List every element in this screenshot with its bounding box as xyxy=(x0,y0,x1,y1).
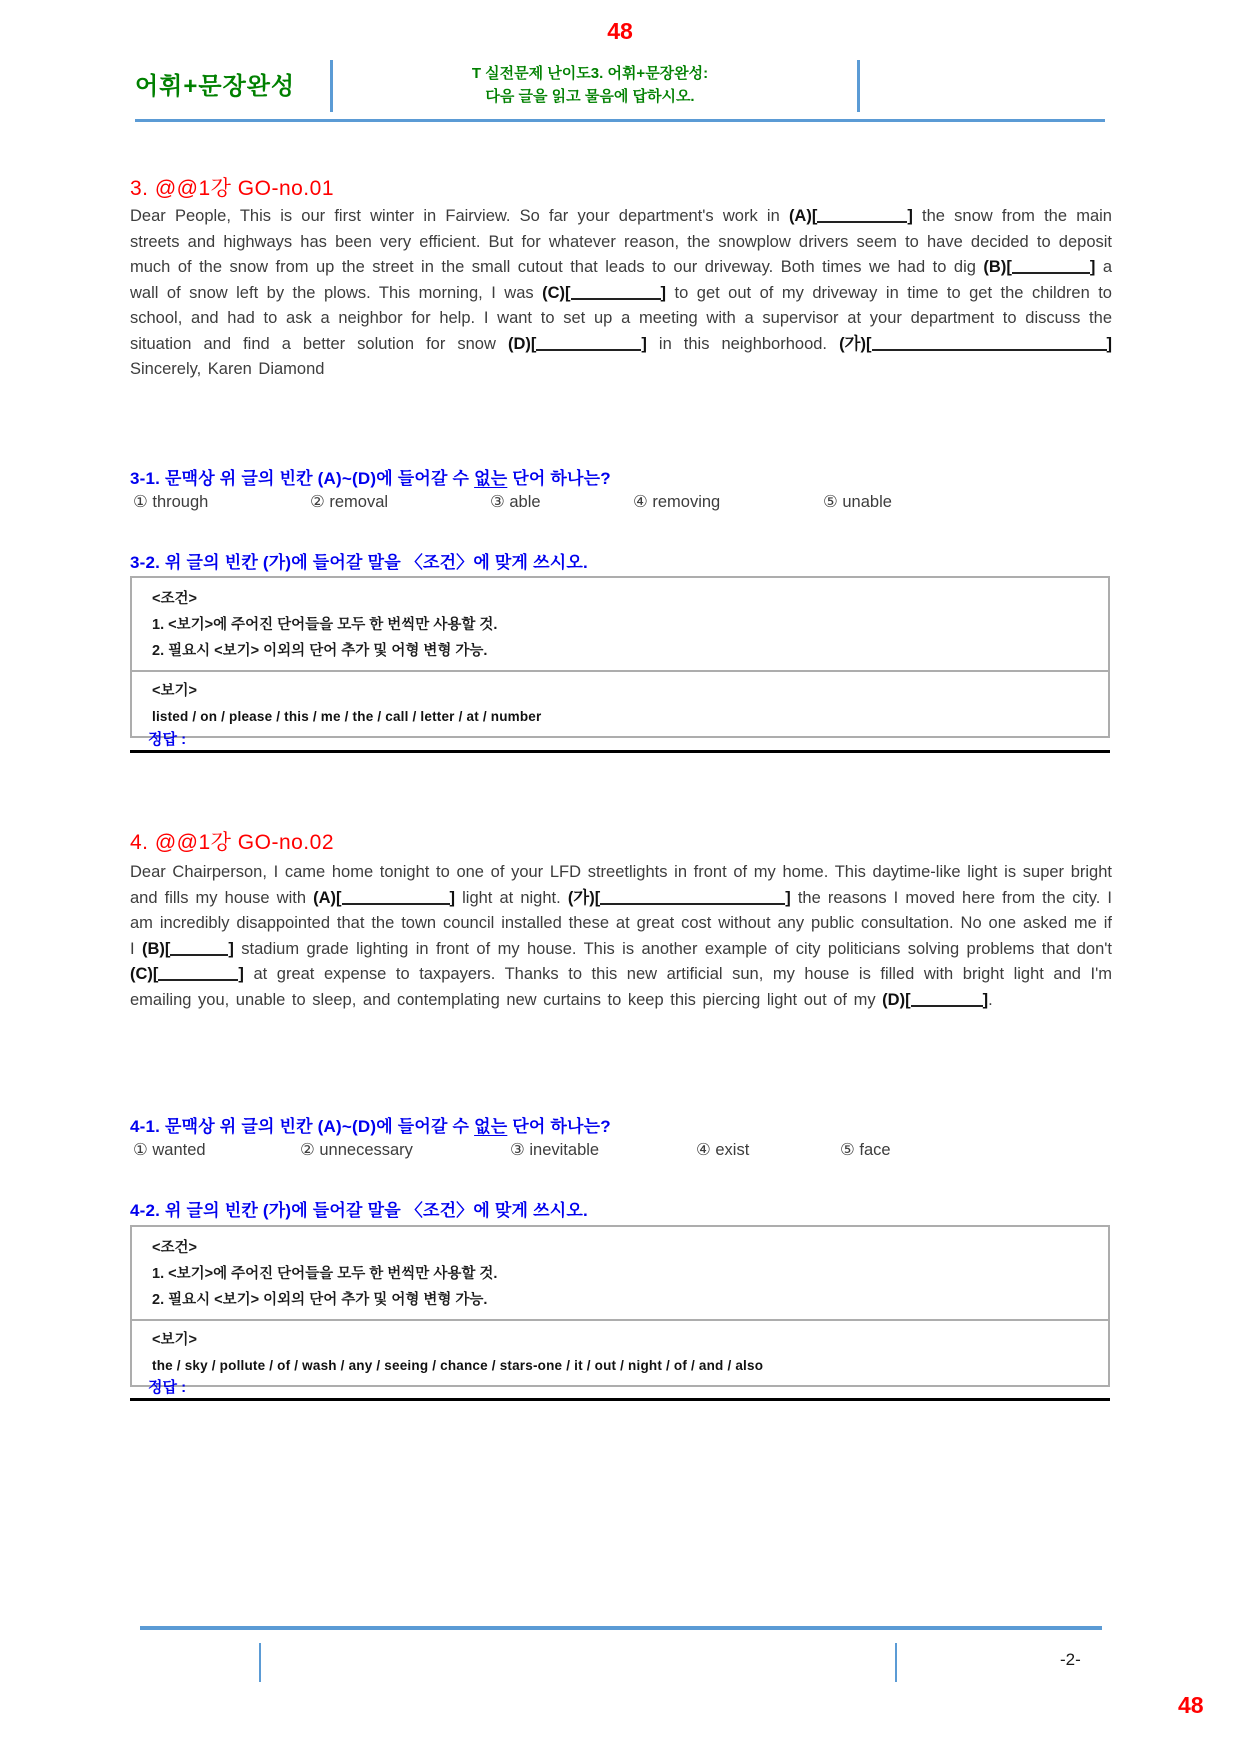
footer-page-label: -2- xyxy=(1060,1650,1081,1669)
blank-marker: (B) xyxy=(983,258,1007,276)
word-bank-label: <보기> xyxy=(152,1332,197,1348)
answer-option: ① through xyxy=(133,493,209,511)
blank-marker: (가) xyxy=(567,888,595,907)
answer-line-4-2 xyxy=(130,1398,1110,1401)
answer-blank xyxy=(536,337,641,351)
answer-label-4-2: 정답 : xyxy=(148,1379,187,1396)
answer-option: ④ removing xyxy=(633,493,721,511)
blank-open-bracket: [ xyxy=(164,939,171,958)
condition-label: <조건> xyxy=(152,591,197,607)
header-instruction xyxy=(350,62,830,108)
answer-blank xyxy=(911,993,983,1007)
header-divider-bar-right xyxy=(857,60,860,112)
question-4-1-title-post: 단어 하나는? xyxy=(507,1117,611,1136)
blank-marker: (C) xyxy=(542,283,566,302)
answer-option: ⑤ unable xyxy=(823,493,892,511)
footer-divider-bar-left xyxy=(259,1643,261,1682)
blank-marker: (가) xyxy=(839,334,866,353)
condition-item-2: 2. 필요시 <보기> 이외의 단어 추가 및 어형 변형 가능. xyxy=(152,1292,488,1308)
question-4-1-title xyxy=(130,1112,611,1137)
answer-blank xyxy=(170,942,228,956)
word-bank-section xyxy=(132,1319,1108,1385)
blank-open-bracket: [ xyxy=(336,888,342,907)
word-bank-words: the / sky / pollute / of / wash / any / seeing / chance / stars-one / it / out / night / of / and / also xyxy=(152,1358,764,1373)
question-4-2-title: 4-2. 위 글의 빈칸 (가)에 들어갈 말을 〈조건〉에 맞게 쓰시오. xyxy=(130,1201,588,1220)
answer-blank xyxy=(872,337,1107,351)
word-bank-label: <보기> xyxy=(152,683,197,699)
footer-divider-bar-right xyxy=(895,1643,897,1682)
answer-blank xyxy=(342,891,450,905)
section-4-heading: 4. @@1강 GO-no.02 xyxy=(130,831,334,854)
blank-close-bracket: ] xyxy=(1089,258,1096,276)
question-3-1-title-post: 단어 하나는? xyxy=(507,469,611,488)
word-bank-words: listed / on / please / this / me / the / call / letter / at / number xyxy=(152,709,542,724)
question-3-2-condition-box xyxy=(130,576,1110,738)
blank-marker: (D) xyxy=(882,990,906,1009)
condition-section xyxy=(132,578,1108,670)
section-3-passage: Dear People, This is our first winter in Fairview. So far your department's work in (A)[ ] the snow from the main streets and highways has been very efficient. But for whatever reason, the snowplow drivers seem to have decided to deposit much of the snow from up the street in the small cutout that leads to our driveway. Both times we had to dig (B)[ ] a wall of snow left by the plows. This morning, I was (C)[ ] to get out of my driveway in time to get the children to school, and had to ask a neighbor for help. I want to set up a meeting with a supervisor at your department to discuss the situation and find a better solution for snow (D)[ ] in this neighborhood. (가)[ ] Sincerely, Karen Diamond xyxy=(130,207,1112,378)
section-3-heading: 3. @@1강 GO-no.01 xyxy=(130,177,334,200)
answer-option: ② removal xyxy=(310,493,389,511)
header-instruction-line2: 다음 글을 읽고 물음에 답하시오. xyxy=(485,88,695,105)
blank-marker: (A) xyxy=(788,207,812,225)
condition-item-1: 1. <보기>에 주어진 단어들을 모두 한 번씩만 사용할 것. xyxy=(152,1266,498,1282)
question-4-1-title-underlined: 없는 xyxy=(474,1117,508,1136)
header-category-label: 어휘+문장완성 xyxy=(135,73,296,100)
header-instruction-line1: T 실전문제 난이도3. 어휘+문장완성: xyxy=(471,65,709,82)
question-3-1-title-pre: 3-1. 문맥상 위 글의 빈칸 (A)~(D)에 들어갈 수 xyxy=(130,469,475,488)
blank-marker: (A) xyxy=(313,888,337,907)
answer-option: ④ exist xyxy=(696,1141,750,1159)
blank-marker: (C) xyxy=(130,965,153,983)
blank-close-bracket: ] xyxy=(449,888,456,907)
blank-close-bracket: ] xyxy=(228,939,234,958)
blank-close-bracket: ] xyxy=(641,334,647,353)
answer-label-3-2: 정답 : xyxy=(148,731,187,748)
answer-blank xyxy=(817,209,907,223)
footer-rule xyxy=(140,1626,1102,1630)
condition-item-1: 1. <보기>에 주어진 단어들을 모두 한 번씩만 사용할 것. xyxy=(152,617,498,633)
answer-option: ③ inevitable xyxy=(510,1141,600,1159)
word-bank-section xyxy=(132,670,1108,736)
question-4-2-condition-box xyxy=(130,1225,1110,1387)
question-3-1-title xyxy=(130,464,611,489)
answer-blank xyxy=(571,286,661,300)
blank-open-bracket: [ xyxy=(1006,258,1012,276)
answer-blank xyxy=(600,891,785,905)
blank-open-bracket: [ xyxy=(905,990,911,1009)
question-3-2-title: 3-2. 위 글의 빈칸 (가)에 들어갈 말을 〈조건〉에 맞게 쓰시오. xyxy=(130,553,588,572)
answer-option: ③ able xyxy=(490,493,541,511)
question-3-1-title-underlined: 없는 xyxy=(474,469,508,488)
blank-open-bracket: [ xyxy=(530,334,537,353)
answer-option: ⑤ face xyxy=(840,1141,891,1159)
condition-section xyxy=(132,1227,1108,1319)
blank-close-bracket: ] xyxy=(1106,334,1112,353)
blank-open-bracket: [ xyxy=(866,334,872,353)
blank-marker: (D) xyxy=(507,334,531,353)
blank-close-bracket: ] xyxy=(907,207,913,225)
answer-option: ② unnecessary xyxy=(300,1141,413,1159)
blank-marker: (B) xyxy=(141,939,165,958)
question-3-1-options xyxy=(133,492,1123,512)
header-rule xyxy=(135,119,1105,122)
condition-item-2: 2. 필요시 <보기> 이외의 단어 추가 및 어형 변형 가능. xyxy=(152,643,488,659)
blank-close-bracket: ] xyxy=(238,965,244,983)
answer-blank xyxy=(1012,260,1090,274)
answer-option: ① wanted xyxy=(133,1141,206,1159)
section-4-passage: Dear Chairperson, I came home tonight to one of your LFD streetlights in front of my home. This daytime-like light is super bright and fills my house with (A)[ ] light at night. (가)[ ] the reasons I moved here from the city. I am incredibly disappointed that the town council installed these at great cost without any public consultation. No one asked me if I (B)[ ] stadium grade lighting in front of my house. This is another example of city politicians solving problems that don't (C)[ ] at great expense to taxpayers. Thanks to this new artificial sun, my house is filled with bright light and I'm emailing you, unable to sleep, and contemplating new curtains to keep this piercing light out of my (D)[ ]. xyxy=(130,863,1112,1009)
top-page-number: 48 xyxy=(607,18,633,44)
blank-open-bracket: [ xyxy=(565,283,571,302)
answer-blank xyxy=(158,967,238,981)
condition-label: <조건> xyxy=(152,1240,197,1256)
header-divider-bar-left xyxy=(330,60,333,112)
question-4-1-title-pre: 4-1. 문맥상 위 글의 빈칸 (A)~(D)에 들어갈 수 xyxy=(130,1117,475,1136)
question-4-1-options xyxy=(133,1140,1123,1160)
bottom-page-number: 48 xyxy=(1178,1692,1204,1718)
blank-close-bracket: ] xyxy=(785,888,791,907)
blank-open-bracket: [ xyxy=(152,965,159,983)
blank-close-bracket: ] xyxy=(982,990,989,1009)
blank-open-bracket: [ xyxy=(594,888,601,907)
answer-line-3-2 xyxy=(130,750,1110,753)
blank-close-bracket: ] xyxy=(660,283,667,302)
blank-open-bracket: [ xyxy=(811,207,818,225)
